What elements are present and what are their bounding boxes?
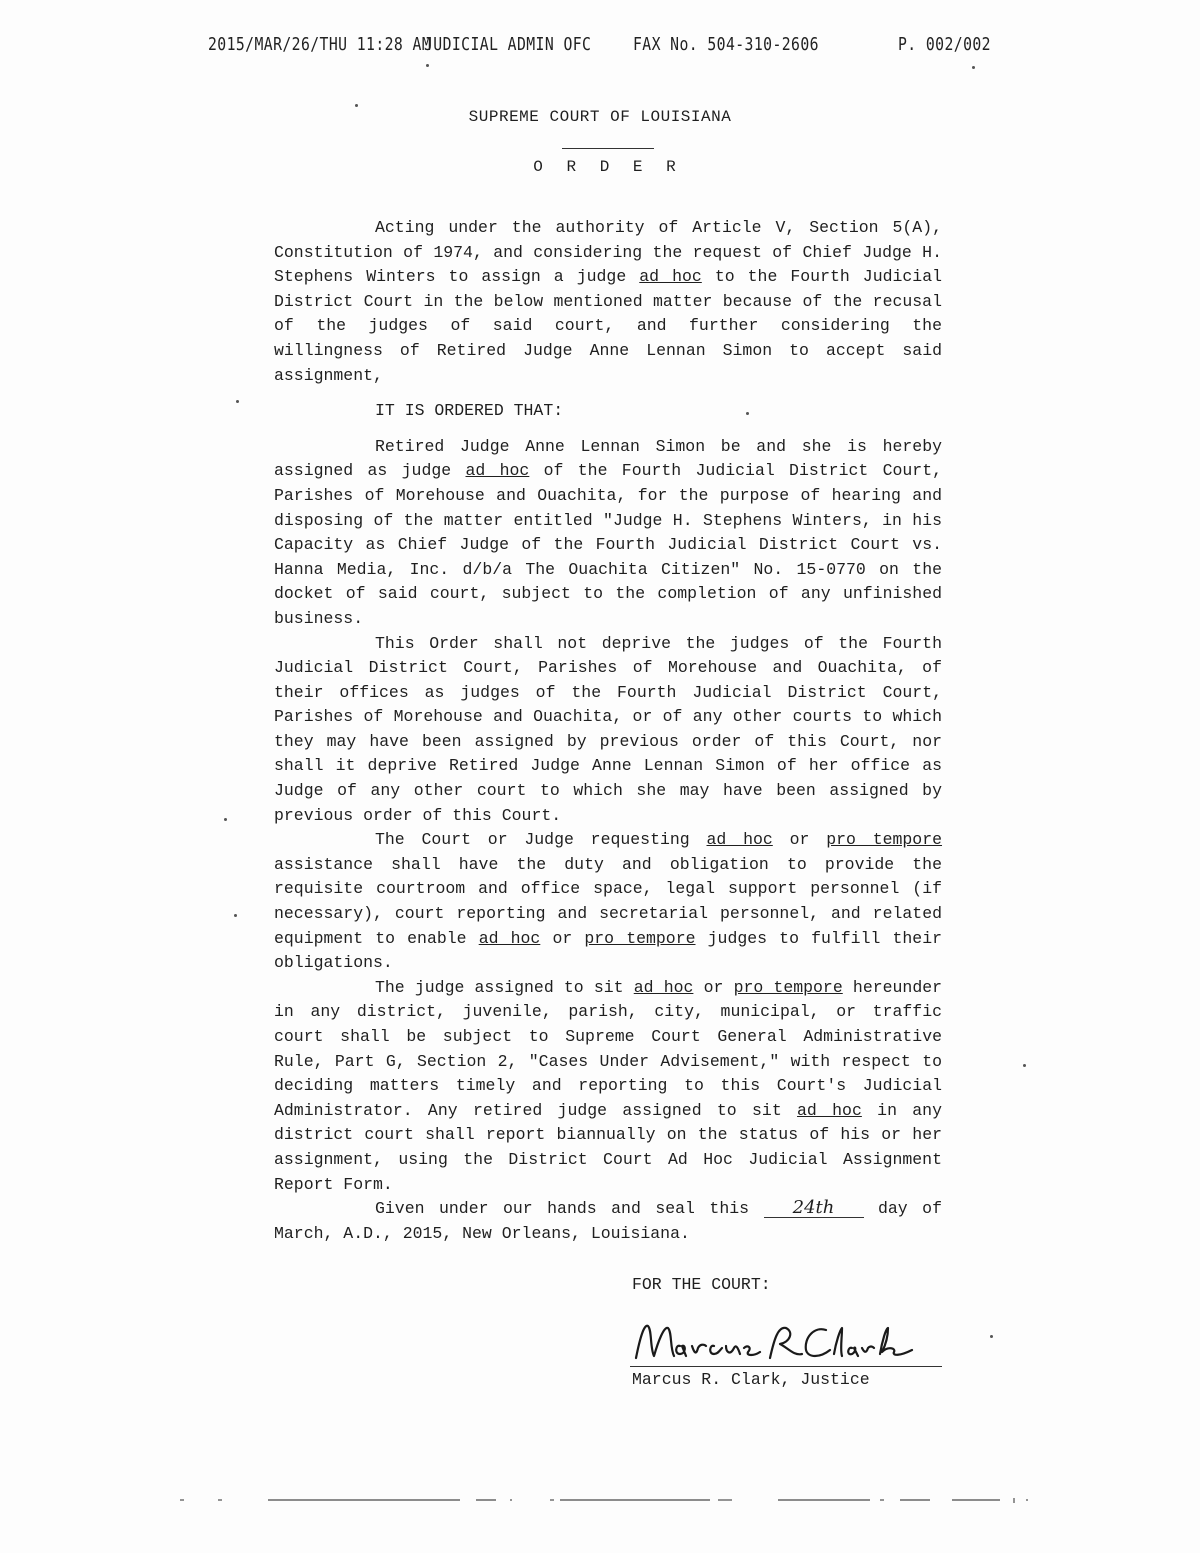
scan-speck	[355, 104, 358, 107]
scan-speck	[426, 64, 429, 67]
fax-office: JUDICIAL ADMIN OFC	[424, 34, 592, 55]
paragraph-reporting: The judge assigned to sit ad hoc or pro tempore hereunder in any district, juvenile, parish, city, municipal, or traffic court shall be subject to Supreme Court General Administrative Rule, Part G, Section 2, "Cases Under Advisement," with respect to deciding matters timely and reporting to this Court's Judicial Administrator. Any retired judge assigned to sit ad hoc in any district court shall report biannually on the status of his or her assignment, using the District Court Ad Hoc Judicial Assignment Report Form.	[274, 977, 943, 1194]
scan-noise-footer	[180, 1497, 1040, 1503]
document-title: O R D E R	[533, 158, 683, 176]
scan-speck	[1023, 1064, 1026, 1067]
ad-hoc-term: ad hoc	[633, 977, 694, 997]
pro-tempore-term: pro tempore	[826, 830, 943, 850]
title-rule	[562, 148, 654, 149]
it-is-ordered-heading: IT IS ORDERED THAT:	[375, 401, 564, 421]
fax-page-number: P. 002/002	[898, 34, 991, 55]
ad-hoc-term: ad hoc	[797, 1100, 862, 1120]
signature-line	[630, 1366, 942, 1367]
pro-tempore-term: pro tempore	[584, 928, 696, 948]
scan-speck	[972, 66, 975, 69]
fax-number: FAX No. 504-310-2606	[633, 34, 819, 55]
ad-hoc-term: ad hoc	[478, 928, 541, 948]
scan-speck	[234, 914, 237, 917]
paragraph-duties: The Court or Judge requesting ad hoc or pro tempore assistance shall have the duty and obligation to provide the requisite courtroom and office space, legal support personnel (if necessary), court reporting and secretarial personnel, and related equipment to enable ad hoc or pro tempore judges to fulfill their obligations.	[274, 830, 943, 973]
signer-name: Marcus R. Clark, Justice	[632, 1370, 870, 1389]
ad-hoc-term: ad hoc	[465, 461, 530, 481]
paragraph-assignment: Retired Judge Anne Lennan Simon be and she is hereby assigned as judge ad hoc of the Fourth Judicial District Court, Parishes of Morehouse and Ouachita, for the purpose of hearing and disposing of the matter entitled "Judge H. Stephens Winters, in his Capacity as Chief Judge of the Fourth Judicial District Court vs. Hanna Media, Inc. d/b/a The Ouachita Citizen" No. 15-0770 on the docket of said court, subject to the completion of any unfinished business.	[274, 436, 943, 628]
order-body	[274, 216, 942, 1246]
scan-speck	[224, 818, 227, 821]
scan-speck	[990, 1335, 993, 1338]
paragraph-no-deprivation: This Order shall not deprive the judges of the Fourth Judicial District Court, Parishes of Morehouse and Ouachita, of their offices as judges of the Fourth Judicial District Court, Parishes of Morehouse and Ouachita, or of any other courts to which they may have been assigned by previous order of this Court, nor shall it deprive Retired Judge Anne Lennan Simon of her office as Judge of any other court to which she may have been assigned by previous order of this Court.	[274, 633, 942, 825]
handwritten-signature	[630, 1318, 950, 1366]
paragraph-given: Given under our hands and seal this 24th day of March, A.D., 2015, New Orleans, Louisiana.	[274, 1197, 942, 1243]
for-the-court-label: FOR THE COURT:	[632, 1275, 771, 1294]
pro-tempore-term: pro tempore	[733, 977, 843, 997]
paragraph-preamble: Acting under the authority of Article V, Section 5(A), Constitution of 1974, and considering the request of Chief Judge H. Stephens Winters to assign a judge ad hoc to the Fourth Judicial District Court in the below mentioned matter because of the recusal of the judges of said court, and further considering the willingness of Retired Judge Anne Lennan Simon to accept said assignment,	[274, 218, 943, 385]
ad-hoc-term: ad hoc	[706, 830, 773, 850]
handwritten-day: 24th	[764, 1199, 864, 1218]
fax-datetime: 2015/MAR/26/THU 11:28 AM	[208, 34, 432, 55]
ad-hoc-term: ad hoc	[639, 267, 702, 287]
scan-speck	[746, 412, 749, 415]
court-name: SUPREME COURT OF LOUISIANA	[468, 108, 732, 126]
scan-speck	[236, 400, 239, 403]
